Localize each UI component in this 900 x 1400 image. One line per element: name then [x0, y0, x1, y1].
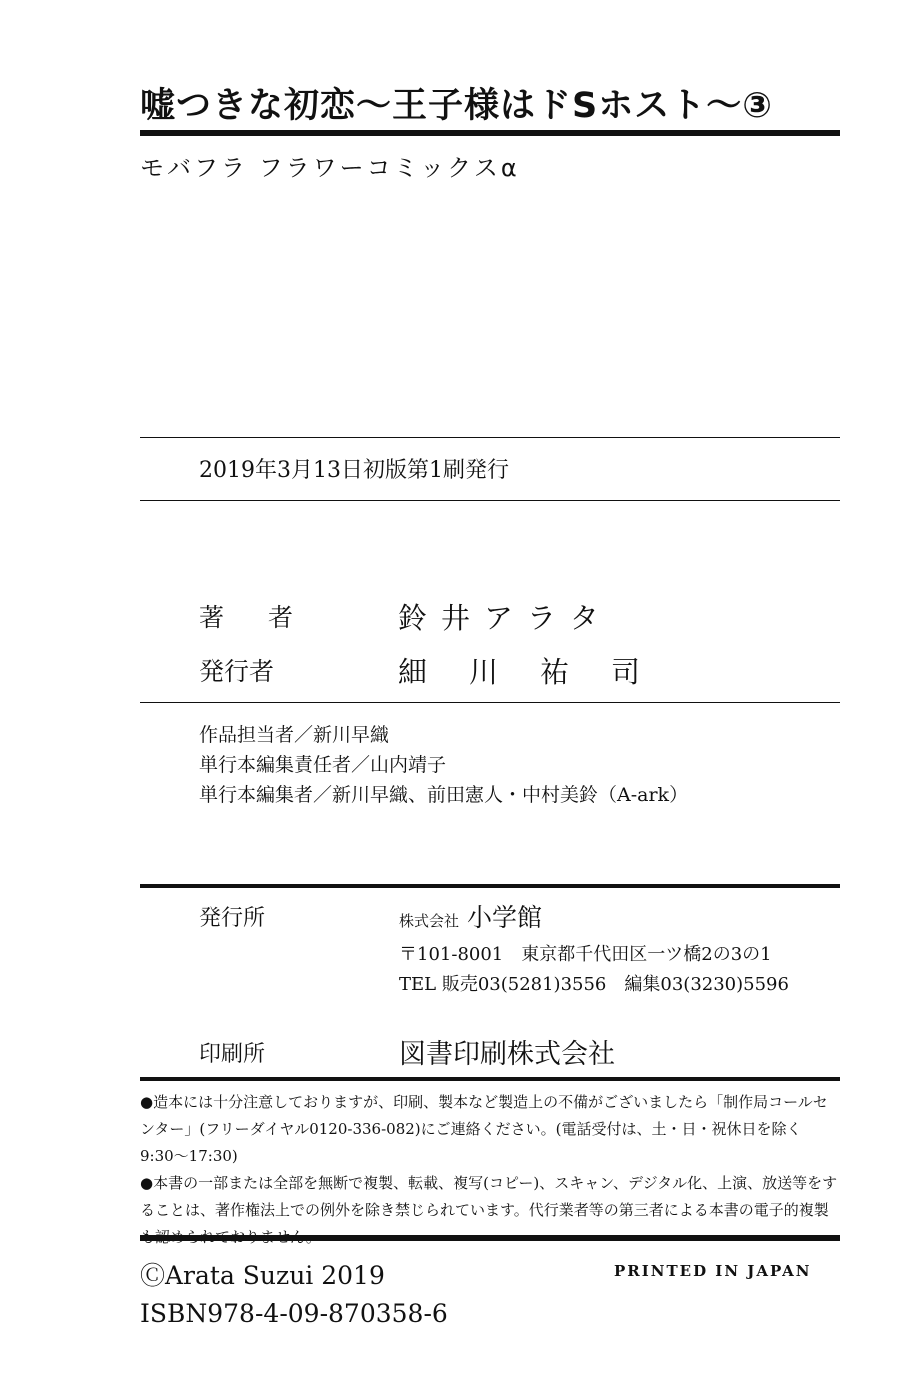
isbn: ISBN978-4-09-870358-6: [140, 1299, 448, 1328]
publisher-person-name: 細川祐司: [398, 655, 683, 689]
divider-thin: [140, 500, 840, 501]
divider-thin: [140, 702, 840, 703]
notice-block: [140, 1089, 840, 1251]
author-name: 鈴井アラタ: [398, 601, 613, 635]
staff-line: 作品担当者／新川早織: [199, 724, 390, 746]
printed-in-japan: PRINTED IN JAPAN: [614, 1262, 812, 1280]
printer-label: 印刷所: [199, 1042, 266, 1067]
publisher-phone: TEL 販売03(5281)3556 編集03(3230)5596: [399, 974, 789, 995]
staff-line: 単行本編集責任者／山内靖子: [199, 754, 447, 776]
printer-name: 図書印刷株式会社: [399, 1039, 615, 1070]
book-title: 嘘つきな初恋〜王子様はドSホスト〜③: [140, 86, 773, 126]
publisher-person-label: 発行者: [199, 657, 275, 686]
publisher-label: 発行所: [199, 906, 266, 931]
publisher-corp: [399, 898, 542, 934]
author-label: 著 者: [199, 603, 311, 632]
publisher-name: 小学館: [467, 903, 543, 932]
corp-prefix: 株式会社: [399, 912, 460, 930]
notice-copyright: ●本書の一部または全部を無断で複製、転載、複写(コピー)、スキャン、デジタル化、上演、放送等をすることは、著作権法上での例外を除き禁じられています。代行業者等の第三者による本書の電子的複製: [140, 1174, 838, 1219]
imprint-label: モバフラ フラワーコミックスα: [140, 154, 520, 182]
publisher-address: 〒101-8001 東京都千代田区一ツ橋2の3の1: [399, 944, 772, 965]
notice-defects: ●造本には十分注意しておりますが、印刷、製本など製造上の不備がございましたら「制作局コールセンター」(フリーダイヤル0120-336-082)にご連絡ください。(電話受付は、土・日・祝休日を除く9:30〜17:30): [140, 1093, 828, 1165]
title-rule: [140, 130, 840, 136]
staff-line: 単行本編集者／新川早織、前田憲人・中村美鈴（A-ark）: [199, 784, 689, 806]
divider-thin: [140, 437, 840, 438]
copyright-line: ⒸArata Suzui 2019: [140, 1261, 385, 1290]
divider-thick: [140, 884, 840, 888]
divider-thick: [140, 1077, 840, 1081]
divider-thick: [140, 1235, 840, 1241]
edition-date: 2019年3月13日初版第1刷発行: [199, 458, 509, 483]
